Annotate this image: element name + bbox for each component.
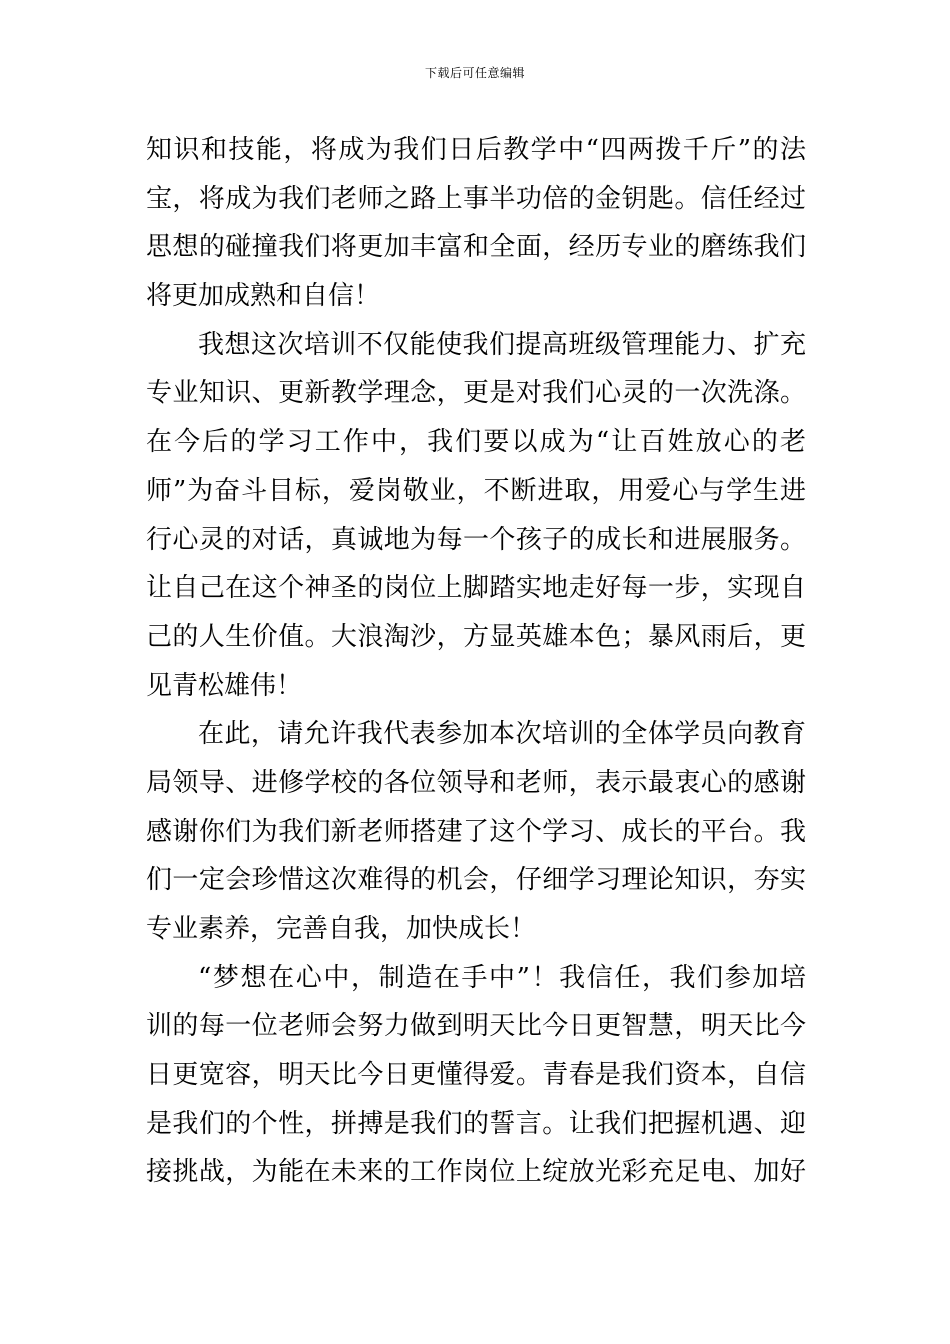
text-line-16: 们一定会珍惜这次难得的机会，仔细学习理论知识，夯实 <box>146 865 806 896</box>
text-line-20: 日更宽容，明天比今日更懂得爱。青春是我们资本，自信 <box>146 1060 806 1091</box>
text-line-4: 将更加成熟和自信！ <box>146 281 381 312</box>
text-line-6: 专业知识、更新教学理念，更是对我们心灵的一次洗涤。 <box>146 378 806 409</box>
text-line-15: 感谢你们为我们新老师搭建了这个学习、成长的平台。我 <box>146 816 806 847</box>
text-line-9: 行心灵的对话，真诚地为每一个孩子的成长和进展服务。 <box>146 524 806 555</box>
document-body <box>146 126 806 1197</box>
text-line-13: 在此，请允许我代表参加本次培训的全体学员向教育 <box>198 719 806 750</box>
text-line-11: 己的人生价值。大浪淘沙，方显英雄本色；暴风雨后，更 <box>146 621 806 652</box>
text-line-12: 见青松雄伟！ <box>146 670 303 701</box>
text-line-7: 在今后的学习工作中，我们要以成为“让百姓放心的老 <box>146 427 806 458</box>
text-line-5: 我想这次培训不仅能使我们提高班级管理能力、扩充 <box>198 329 806 360</box>
text-line-3: 思想的碰撞我们将更加丰富和全面，经历专业的磨练我们 <box>146 232 806 263</box>
text-line-21: 是我们的个性，拼搏是我们的誓言。让我们把握机遇、迎 <box>146 1108 806 1139</box>
text-line-8: 师”为奋斗目标，爱岗敬业，不断进取，用爱心与学生进 <box>146 475 806 506</box>
text-line-1: 知识和技能，将成为我们日后教学中“四两拨千斤”的法 <box>146 135 806 165</box>
text-line-18: “梦想在心中，制造在手中”！我信任，我们参加培 <box>198 962 806 993</box>
text-line-10: 让自己在这个神圣的岗位上脚踏实地走好每一步，实现自 <box>146 573 806 604</box>
text-line-14: 局领导、进修学校的各位领导和老师，表示最衷心的感谢 <box>146 767 806 798</box>
text-line-22: 接挑战，为能在未来的工作岗位上绽放光彩充足电、加好 <box>146 1157 806 1188</box>
text-line-2: 宝，将成为我们老师之路上事半功倍的金钥匙。信任经过 <box>146 183 806 214</box>
text-line-17: 专业素养，完善自我，加快成长！ <box>146 914 537 944</box>
page-header: 下载后可任意编辑 <box>424 66 525 80</box>
text-line-19: 训的每一位老师会努力做到明天比今日更智慧，明天比今 <box>146 1011 806 1042</box>
